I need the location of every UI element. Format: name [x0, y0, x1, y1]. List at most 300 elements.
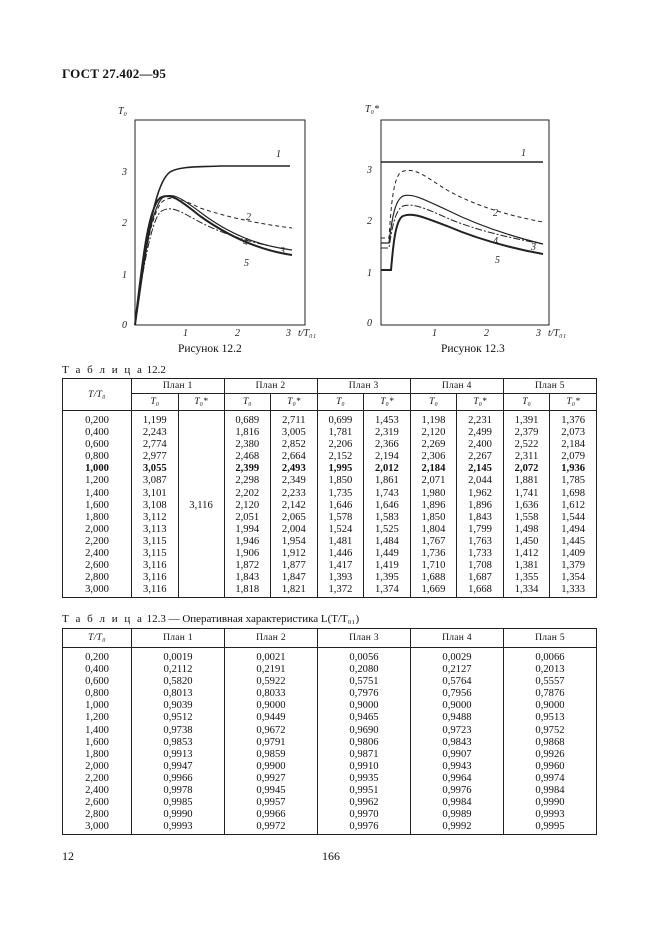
cell-value: 0,2112 — [132, 664, 225, 676]
cell-value: 0,9951 — [318, 785, 411, 797]
curve-label-2: 2 — [493, 208, 498, 219]
table-row — [63, 797, 597, 809]
figure-12-2-plot — [100, 100, 330, 345]
table-row — [63, 548, 597, 560]
y-tick-0: 0 — [122, 320, 127, 331]
cell-value: 0,2127 — [411, 664, 504, 676]
row-value: 1,200 — [63, 712, 132, 724]
sub-header-10: T₀* — [550, 394, 597, 411]
cell-value: 2,311 — [503, 451, 550, 463]
cell-value: 0,9000 — [225, 700, 318, 712]
cell-value: 0,9512 — [132, 712, 225, 724]
cell-value: 0,9900 — [225, 761, 318, 773]
sub-header-7: T₀ — [410, 394, 457, 411]
cell-value: 1,936 — [550, 463, 597, 475]
cell-value: 3,108 — [132, 500, 179, 512]
plan-header-2: План 2 — [225, 629, 318, 648]
cell-value: 1,818 — [224, 584, 271, 598]
table-row — [63, 524, 597, 536]
row-value: 1,000 — [63, 463, 132, 475]
cell-value: 2,184 — [550, 439, 597, 451]
cell-value: 0,9690 — [318, 725, 411, 737]
cell-value: 0,689 — [224, 411, 271, 428]
y-tick-2: 2 — [122, 218, 127, 229]
cell-value: 0,9853 — [132, 737, 225, 749]
cell-value: 1,409 — [550, 548, 597, 560]
cell-value: 0,9992 — [411, 821, 504, 835]
plan-header-4: План 4 — [410, 379, 503, 394]
cell-value: 1,379 — [550, 560, 597, 572]
cell-value: 2,399 — [224, 463, 271, 475]
plan-header-1: План 1 — [132, 379, 225, 394]
plan-header-3: План 3 — [318, 629, 411, 648]
cell-value: 2,120 — [410, 427, 457, 439]
cell-value: 0,9868 — [504, 737, 597, 749]
cell-value: 1,781 — [317, 427, 364, 439]
row-value: 1,800 — [63, 749, 132, 761]
cell-value: 1,735 — [317, 488, 364, 500]
figure-12-3-plot — [355, 98, 585, 345]
x-axis-label: t/T₀₁ — [548, 328, 567, 339]
cell-value: 2,044 — [457, 475, 504, 487]
y-axis-label: T₀* — [365, 104, 380, 115]
cell-value: 0,9990 — [504, 797, 597, 809]
cell-value: 1,881 — [503, 475, 550, 487]
sub-header-5: T₀ — [317, 394, 364, 411]
sub-header-2: T₀* — [178, 394, 224, 411]
cell-value: 0,5922 — [225, 676, 318, 688]
row-value: 2,600 — [63, 797, 132, 809]
cell-value: 2,400 — [457, 439, 504, 451]
cell-value: 1,767 — [410, 536, 457, 548]
cell-value: 2,319 — [364, 427, 411, 439]
cell-value: 0,9449 — [225, 712, 318, 724]
cell-value: 1,669 — [410, 584, 457, 598]
cell-value: 3,116 — [132, 560, 179, 572]
cell-value: 0,9752 — [504, 725, 597, 737]
cell-value: 0,9488 — [411, 712, 504, 724]
sub-header-8: T₀* — [457, 394, 504, 411]
row-value: 1,800 — [63, 512, 132, 524]
cell-value: 2,269 — [410, 439, 457, 451]
cell-value: 1,646 — [364, 500, 411, 512]
cell-value: 2,051 — [224, 512, 271, 524]
cell-value: 0,9966 — [132, 773, 225, 785]
cell-value: 2,493 — [271, 463, 318, 475]
cell-value: 1,877 — [271, 560, 318, 572]
cell-value: 2,184 — [410, 463, 457, 475]
cell-value: 0,2080 — [318, 664, 411, 676]
cell-value: 3,112 — [132, 512, 179, 524]
figure-12-3-caption: Рисунок 12.3 — [441, 343, 505, 355]
cell-value: 3,116 — [132, 572, 179, 584]
y-tick-2: 2 — [367, 216, 372, 227]
table-word: Т а б л и ц а — [62, 613, 144, 625]
row-value: 0,800 — [63, 451, 132, 463]
table-row — [63, 688, 597, 700]
cell-value: 0,9945 — [225, 785, 318, 797]
curve-4 — [381, 205, 543, 248]
cell-value: 3,101 — [132, 488, 179, 500]
cell-value: 1,843 — [457, 512, 504, 524]
cell-value: 0,9672 — [225, 725, 318, 737]
cell-value: 1,896 — [457, 500, 504, 512]
cell-value: 3,115 — [132, 536, 179, 548]
cell-value: 1,484 — [364, 536, 411, 548]
cell-value: 2,145 — [457, 463, 504, 475]
cell-value: 1,962 — [457, 488, 504, 500]
y-tick-1: 1 — [367, 268, 372, 279]
merged-cell: 3,116 — [178, 411, 224, 598]
cell-value: 1,525 — [364, 524, 411, 536]
cell-value: 2,079 — [550, 451, 597, 463]
row-value: 3,000 — [63, 584, 132, 598]
cell-value: 2,233 — [271, 488, 318, 500]
cell-value: 0,9962 — [318, 797, 411, 809]
cell-value: 1,872 — [224, 560, 271, 572]
cell-value: 2,073 — [550, 427, 597, 439]
curve-2 — [381, 170, 543, 238]
cell-value: 2,231 — [457, 411, 504, 428]
cell-value: 0,2191 — [225, 664, 318, 676]
cell-value: 1,524 — [317, 524, 364, 536]
curve-2 — [135, 198, 292, 325]
cell-value: 2,380 — [224, 439, 271, 451]
row-value: 1,000 — [63, 700, 132, 712]
cell-value: 0,9995 — [504, 821, 597, 835]
cell-value: 1,449 — [364, 548, 411, 560]
cell-value: 1,804 — [410, 524, 457, 536]
cell-value: 1,199 — [132, 411, 179, 428]
cell-value: 0,7956 — [411, 688, 504, 700]
cell-value: 0,2013 — [504, 664, 597, 676]
cell-value: 3,116 — [132, 584, 179, 598]
cell-value: 2,012 — [364, 463, 411, 475]
cell-value: 1,334 — [503, 584, 550, 598]
cell-value: 0,9985 — [132, 797, 225, 809]
cell-value: 0,9000 — [411, 700, 504, 712]
cell-value: 3,087 — [132, 475, 179, 487]
page-number-center: 166 — [322, 849, 340, 863]
table-row — [63, 463, 597, 475]
curve-label-4: 4 — [243, 237, 248, 248]
curve-label-5: 5 — [495, 255, 500, 266]
row-value: 1,200 — [63, 475, 132, 487]
cell-value: 0,9871 — [318, 749, 411, 761]
cell-value: 0,9910 — [318, 761, 411, 773]
plan-header-5: План 5 — [503, 379, 596, 394]
cell-value: 1,688 — [410, 572, 457, 584]
table-row — [63, 451, 597, 463]
cell-value: 0,9976 — [318, 821, 411, 835]
curve-label-3: 3 — [531, 242, 536, 253]
curve-5 — [135, 196, 292, 325]
cell-value: 1,850 — [317, 475, 364, 487]
curve-label-1: 1 — [521, 148, 526, 159]
cell-value: 2,004 — [271, 524, 318, 536]
cell-value: 0,8013 — [132, 688, 225, 700]
plan-header-3: План 3 — [317, 379, 410, 394]
table-row — [63, 427, 597, 439]
sub-header-6: T₀* — [364, 394, 411, 411]
table-row — [63, 664, 597, 676]
row-value: 1,400 — [63, 725, 132, 737]
cell-value: 1,698 — [550, 488, 597, 500]
cell-value: 1,498 — [503, 524, 550, 536]
cell-value: 1,376 — [550, 411, 597, 428]
cell-value: 0,0029 — [411, 648, 504, 665]
table-row — [63, 572, 597, 584]
table-row — [63, 725, 597, 737]
cell-value: 1,785 — [550, 475, 597, 487]
row-value: 2,400 — [63, 785, 132, 797]
cell-value: 2,065 — [271, 512, 318, 524]
cell-value: 1,450 — [503, 536, 550, 548]
cell-value: 1,980 — [410, 488, 457, 500]
cell-value: 1,374 — [364, 584, 411, 598]
cell-value: 1,743 — [364, 488, 411, 500]
x-tick-1: 1 — [183, 328, 188, 339]
cell-value: 1,445 — [550, 536, 597, 548]
cell-value: 0,5820 — [132, 676, 225, 688]
cell-value: 1,412 — [503, 548, 550, 560]
cell-value: 3,055 — [132, 463, 179, 475]
cell-value: 0,5557 — [504, 676, 597, 688]
cell-value: 2,142 — [271, 500, 318, 512]
cell-value: 0,9947 — [132, 761, 225, 773]
cell-value: 2,977 — [132, 451, 179, 463]
curve-3 — [135, 196, 292, 325]
cell-value: 0,7876 — [504, 688, 597, 700]
cell-value: 2,152 — [317, 451, 364, 463]
row-value: 0,600 — [63, 439, 132, 451]
figure-12-2-caption: Рисунок 12.2 — [178, 343, 242, 355]
document-header: ГОСТ 27.402—95 — [62, 66, 167, 81]
row-value: 2,800 — [63, 809, 132, 821]
x-tick-3: 3 — [286, 328, 291, 339]
cell-value: 1,906 — [224, 548, 271, 560]
cell-value: 1,736 — [410, 548, 457, 560]
cell-value: 0,9723 — [411, 725, 504, 737]
cell-value: 1,355 — [503, 572, 550, 584]
cell-value: 0,9913 — [132, 749, 225, 761]
cell-value: 0,9465 — [318, 712, 411, 724]
table-row — [63, 700, 597, 712]
table-row — [63, 761, 597, 773]
row-value: 2,000 — [63, 761, 132, 773]
table-title-text: 12.3 — Оперативная характеристика L(T/T₀₁) — [146, 613, 360, 625]
cell-value: 0,9927 — [225, 773, 318, 785]
cell-value: 0,9976 — [411, 785, 504, 797]
row-value: 2,000 — [63, 524, 132, 536]
cell-value: 1,896 — [410, 500, 457, 512]
table-row — [63, 809, 597, 821]
cell-value: 1,763 — [457, 536, 504, 548]
cell-value: 1,544 — [550, 512, 597, 524]
cell-value: 0,9791 — [225, 737, 318, 749]
cell-value: 2,711 — [271, 411, 318, 428]
cell-value: 1,393 — [317, 572, 364, 584]
cell-value: 0,8033 — [225, 688, 318, 700]
cell-value: 0,9993 — [132, 821, 225, 835]
cell-value: 1,995 — [317, 463, 364, 475]
plan-header-1: План 1 — [132, 629, 225, 648]
sub-header-4: T₀* — [271, 394, 318, 411]
cell-value: 0,9000 — [318, 700, 411, 712]
row-value: 0,400 — [63, 427, 132, 439]
cell-value: 2,379 — [503, 427, 550, 439]
row-value: 1,400 — [63, 488, 132, 500]
cell-value: 1,821 — [271, 584, 318, 598]
sub-header-1: T₀ — [132, 394, 179, 411]
table-12-3-title — [62, 613, 359, 625]
row-value: 0,200 — [63, 411, 132, 428]
cell-value: 0,9957 — [225, 797, 318, 809]
table-row — [63, 821, 597, 835]
x-tick-2: 2 — [235, 328, 240, 339]
cell-value: 1,646 — [317, 500, 364, 512]
row-value: 2,800 — [63, 572, 132, 584]
cell-value: 0,0021 — [225, 648, 318, 665]
row-header: T/T₀ — [63, 379, 132, 411]
cell-value: 1,687 — [457, 572, 504, 584]
cell-value: 0,9907 — [411, 749, 504, 761]
curve-label-5: 5 — [244, 258, 249, 269]
cell-value: 2,306 — [410, 451, 457, 463]
table-row — [63, 785, 597, 797]
cell-value: 3,115 — [132, 548, 179, 560]
cell-value: 1,912 — [271, 548, 318, 560]
cell-value: 0,9943 — [411, 761, 504, 773]
table-row — [63, 749, 597, 761]
cell-value: 1,843 — [224, 572, 271, 584]
cell-value: 2,499 — [457, 427, 504, 439]
cell-value: 1,816 — [224, 427, 271, 439]
curve-5 — [381, 215, 543, 270]
cell-value: 2,852 — [271, 439, 318, 451]
cell-value: 2,120 — [224, 500, 271, 512]
cell-value: 0,9993 — [504, 809, 597, 821]
cell-value: 2,072 — [503, 463, 550, 475]
plan-header-2: План 2 — [224, 379, 317, 394]
cell-value: 0,9964 — [411, 773, 504, 785]
cell-value: 1,668 — [457, 584, 504, 598]
table-row — [63, 488, 597, 500]
table-row — [63, 737, 597, 749]
row-value: 0,800 — [63, 688, 132, 700]
cell-value: 1,994 — [224, 524, 271, 536]
cell-value: 2,774 — [132, 439, 179, 451]
cell-value: 1,850 — [410, 512, 457, 524]
cell-value: 0,9513 — [504, 712, 597, 724]
cell-value: 1,381 — [503, 560, 550, 572]
cell-value: 1,946 — [224, 536, 271, 548]
row-value: 3,000 — [63, 821, 132, 835]
table-row — [63, 475, 597, 487]
cell-value: 0,9966 — [225, 809, 318, 821]
cell-value: 1,583 — [364, 512, 411, 524]
cell-value: 1,954 — [271, 536, 318, 548]
cell-value: 0,9990 — [132, 809, 225, 821]
table-12-2-title — [62, 364, 166, 376]
table-number: 12.2 — [146, 364, 166, 376]
cell-value: 1,636 — [503, 500, 550, 512]
cell-value: 0,9978 — [132, 785, 225, 797]
cell-value: 2,349 — [271, 475, 318, 487]
cell-value: 0,9926 — [504, 749, 597, 761]
table-row — [63, 676, 597, 688]
cell-value: 1,417 — [317, 560, 364, 572]
cell-value: 2,468 — [224, 451, 271, 463]
curve-label-4: 4 — [493, 236, 498, 247]
curve-label-1: 1 — [276, 149, 281, 160]
curve-3 — [381, 195, 543, 244]
row-value: 1,600 — [63, 500, 132, 512]
y-tick-3: 3 — [367, 165, 372, 176]
table-row — [63, 560, 597, 572]
cell-value: 1,710 — [410, 560, 457, 572]
cell-value: 0,9984 — [411, 797, 504, 809]
cell-value: 1,733 — [457, 548, 504, 560]
row-value: 2,600 — [63, 560, 132, 572]
y-tick-0: 0 — [367, 318, 372, 329]
row-value: 1,600 — [63, 737, 132, 749]
row-value: 2,200 — [63, 536, 132, 548]
cell-value: 2,366 — [364, 439, 411, 451]
cell-value: 0,5764 — [411, 676, 504, 688]
cell-value: 0,9974 — [504, 773, 597, 785]
cell-value: 1,481 — [317, 536, 364, 548]
cell-value: 1,419 — [364, 560, 411, 572]
cell-value: 0,0019 — [132, 648, 225, 665]
cell-value: 0,5751 — [318, 676, 411, 688]
cell-value: 0,9972 — [225, 821, 318, 835]
table-row — [63, 712, 597, 724]
table-word: Т а б л и ц а — [62, 364, 144, 376]
cell-value: 0,7976 — [318, 688, 411, 700]
row-value: 0,600 — [63, 676, 132, 688]
cell-value: 2,202 — [224, 488, 271, 500]
table-12-2 — [62, 378, 597, 598]
curve-label-3: 3 — [280, 246, 285, 257]
cell-value: 2,071 — [410, 475, 457, 487]
x-tick-2: 2 — [484, 328, 489, 339]
cell-value: 0,9843 — [411, 737, 504, 749]
row-value: 0,200 — [63, 648, 132, 665]
curve-label-2: 2 — [246, 212, 251, 223]
cell-value: 2,298 — [224, 475, 271, 487]
cell-value: 0,9984 — [504, 785, 597, 797]
cell-value: 1,612 — [550, 500, 597, 512]
table-row — [63, 439, 597, 451]
table-row — [63, 584, 597, 598]
cell-value: 1,578 — [317, 512, 364, 524]
table-row — [63, 512, 597, 524]
cell-value: 1,333 — [550, 584, 597, 598]
cell-value: 3,113 — [132, 524, 179, 536]
table-row — [63, 500, 597, 512]
cell-value: 0,9000 — [504, 700, 597, 712]
cell-value: 0,9806 — [318, 737, 411, 749]
sub-header-9: T₀ — [503, 394, 550, 411]
y-tick-1: 1 — [122, 270, 127, 281]
table-row — [63, 536, 597, 548]
cell-value: 3,005 — [271, 427, 318, 439]
cell-value: 2,522 — [503, 439, 550, 451]
table-row — [63, 411, 597, 428]
cell-value: 1,354 — [550, 572, 597, 584]
cell-value: 0,9935 — [318, 773, 411, 785]
